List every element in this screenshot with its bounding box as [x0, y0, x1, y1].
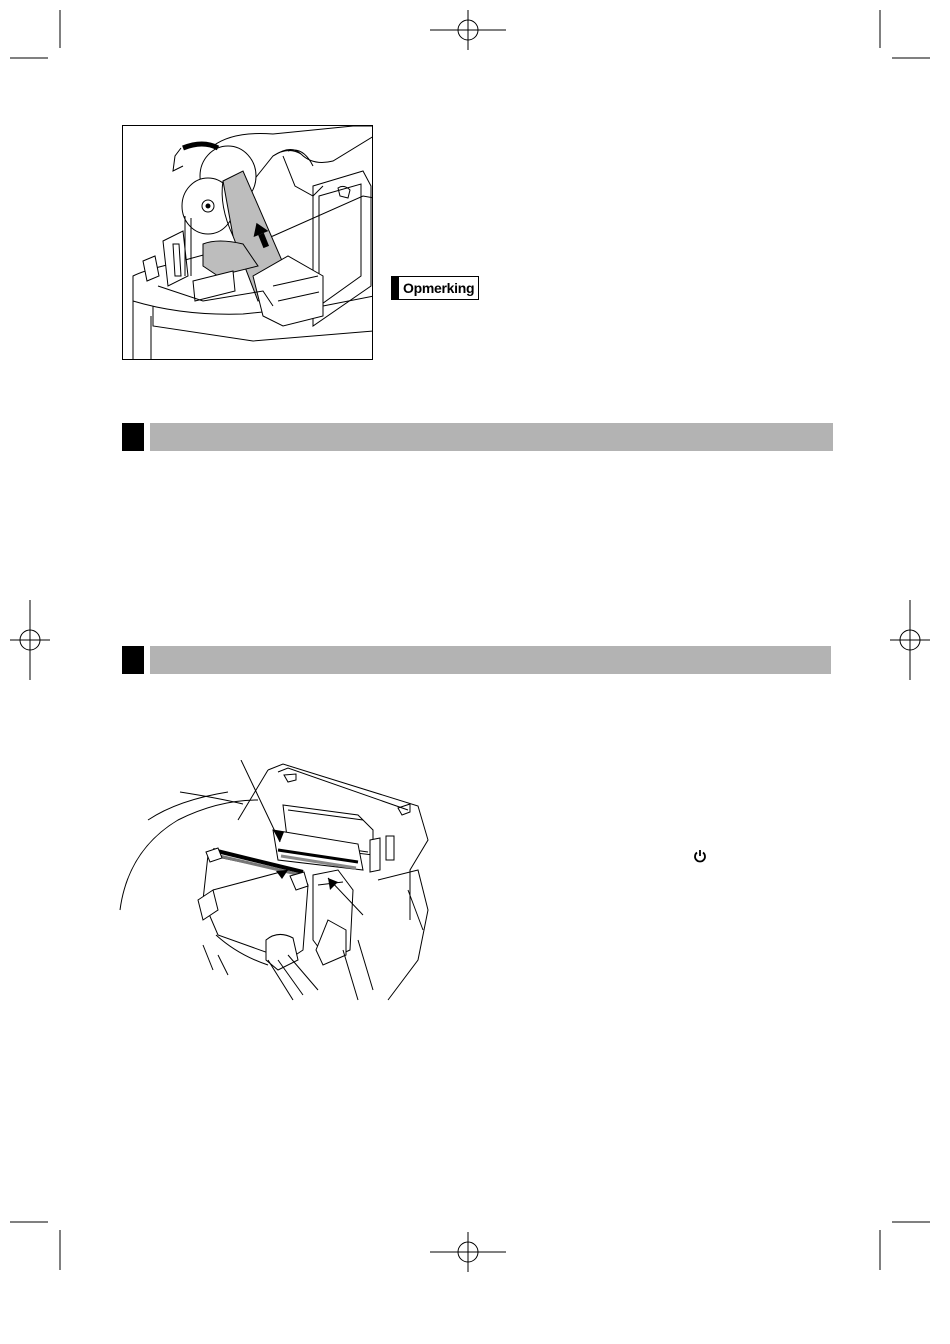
paper-roll-illustration — [122, 125, 373, 360]
power-icon — [693, 849, 707, 863]
section-marker — [122, 646, 144, 674]
note-badge-label: Opmerking — [399, 277, 478, 299]
section-title-bar — [150, 423, 833, 451]
print-head-illustration — [118, 760, 438, 1015]
section-marker — [122, 423, 144, 451]
note-badge-marker — [392, 277, 399, 299]
section-title-bar — [150, 646, 831, 674]
section-header-2 — [122, 646, 831, 674]
section-header-1 — [122, 423, 833, 451]
note-badge — [391, 276, 479, 300]
